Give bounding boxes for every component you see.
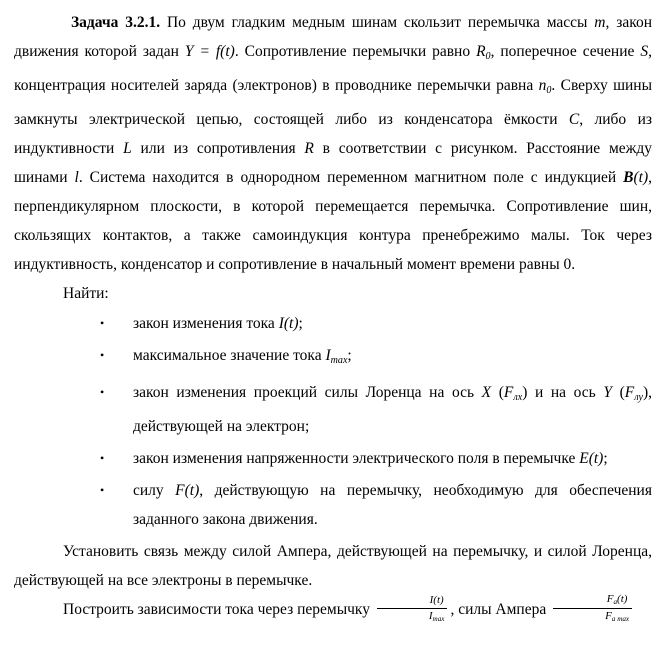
list-item-text: максимальное значение тока Imax; — [133, 347, 352, 367]
list-item-text: закон изменения проекций силы Лоренца на ось X (Fлх) и на ось Y (Fлу), действующей на электрон; — [133, 384, 652, 436]
bullet-icon: • — [100, 348, 105, 363]
list-item — [14, 378, 652, 441]
bullet-icon: • — [100, 451, 105, 466]
fraction-denominator: Imax — [428, 609, 445, 623]
list-item — [14, 444, 652, 473]
list-item-text: закон изменения тока I(t); — [133, 315, 303, 333]
list-item — [14, 476, 652, 534]
fraction-ampere-ratio — [553, 593, 632, 623]
find-list — [14, 309, 652, 534]
plot-paragraph — [14, 595, 652, 626]
find-label: Найти: — [63, 285, 109, 303]
bullet-icon: • — [100, 316, 105, 331]
list-item-text: закон изменения напряженности электрического поля в перемычке E(t); — [133, 450, 608, 468]
bullet-icon: • — [100, 483, 105, 498]
bullet-icon: • — [100, 385, 105, 400]
fraction-numerator: Fа(t) — [553, 593, 632, 609]
plot-paragraph-text: , силы Ампера — [450, 601, 551, 619]
fraction-numerator: I(t) — [377, 594, 448, 609]
fraction-denominator: Fа max — [605, 610, 630, 624]
list-item — [14, 309, 652, 338]
fraction-current-ratio — [377, 594, 448, 624]
plot-paragraph-text: Построить зависимости тока через перемычку — [63, 601, 374, 619]
problem-statement-paragraph: Задача 3.2.1. По двум гладким медным шинам скользит перемычка массы m, закон движения которой задан Y = f(t). Сопротивление перемычки равно R0, поперечное сечение S, концентрация носителей заряда (электронов) в проводнике перемычки равна n0. Сверху шины замкнуты электрической цепью, состоящей либо из конденсатора ёмкости C, либо из индуктивности L или из сопротивления R в соответствии с рисунком. Расстояние между шинами l. Система находится в однородном переменном магнитном поле с индукцией B(t), перпендикулярном плоскости, в которой перемещается перемычка. Сопротивление шин, скользящих контактов, а также самоиндукция контура пренебрежимо малы. Ток через индуктивность, конденсатор и сопротивление в начальный момент времени равны 0. — [14, 14, 653, 274]
list-item-text: силу F(t), действующую на перемычку, необходимую для обеспечения заданного закона движения. — [133, 482, 652, 529]
relation-paragraph: Установить связь между силой Ампера, действующей на перемычку, и силой Лоренца, действующей на все электроны в перемычке. — [14, 543, 652, 590]
list-item — [14, 341, 652, 375]
